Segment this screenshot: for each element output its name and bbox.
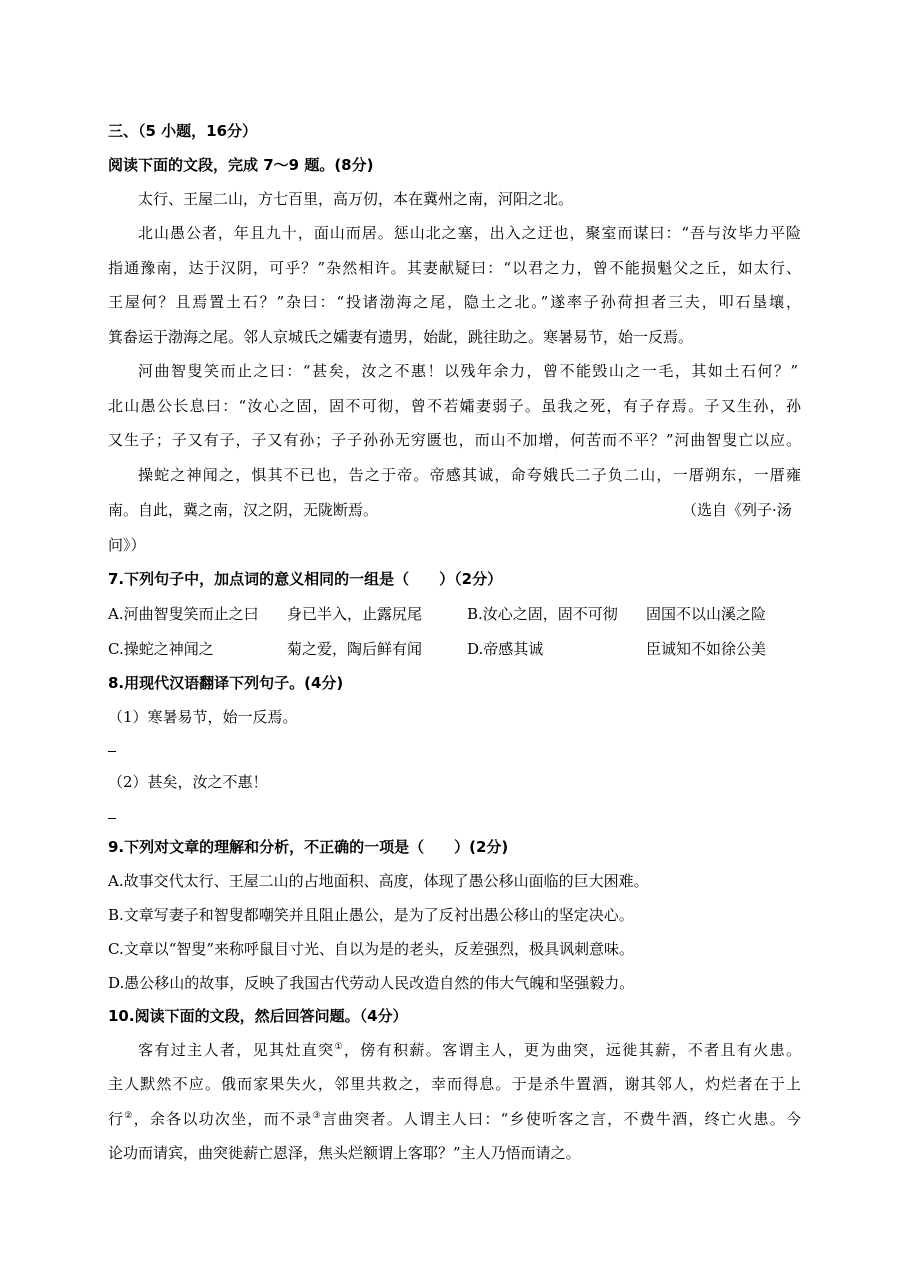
section-heading: 三、（5 小题，16分） [108,122,258,140]
passage-line: 操蛇之神闻之，惧其不已也，告之于帝。帝感其诚，命夸娥氏二子负二山，一厝朔东，一厝雍 [138,466,801,484]
q9-option-d[interactable]: D.愚公移山的故事，反映了我国古代劳动人民改造自然的伟大气魄和坚强毅力。 [108,974,635,992]
option-text: 汝心之固，固不可彻 [482,605,618,623]
q9-stem: 9.下列对文章的理解和分析，不正确的一项是（ ）(2分) [108,838,509,856]
answer-blank[interactable] [108,818,116,819]
option-text: 河曲智叟笑而止之曰 [123,605,259,623]
q7-option-c-compare: 菊之爱，陶后鲜有闻 [287,640,423,658]
q9-option-a[interactable]: A.故事交代太行、王屋二山的占地面积、高度，体现了愚公移山面临的巨大困难。 [108,872,649,890]
q9-option-c[interactable]: C.文章以“智叟”来称呼鼠目寸光、自以为是的老头，反差强烈，极具讽刺意味。 [108,940,635,958]
passage-line: 客有过主人者，见其灶直突①，傍有积薪。客谓主人，更为曲突，远徙其薪，不者且有火患。 [138,1041,801,1059]
q7-option-b[interactable] [467,604,618,624]
passage-line: 主人默然不应。俄而家果失火，邻里共救之，幸而得息。于是杀牛置酒，谢其邻人，灼烂者在于上 [108,1075,801,1093]
q7-option-d-compare: 臣诚知不如徐公美 [646,640,767,658]
passage-line: 南。自此，冀之南，汉之阴，无陇断焉。 [108,501,379,519]
passage-line: 北山愚公长息曰：“汝心之固，固不可彻，曾不若孀妻弱子。虽我之死，有子存焉。子又生孙，孙 [108,397,801,415]
passage-line: 北山愚公者，年且九十，面山而居。惩山北之塞，出入之迂也，聚室而谋曰：“吾与汝毕力平险 [138,224,801,242]
footnote-marker: ② [124,1111,134,1121]
passage-line: 行②，余各以功次坐，而不录③言曲突者。人谓主人曰：“乡使听客之言，不费牛酒，终亡火患。今 [108,1110,801,1128]
passage1-instruction: 阅读下面的文段，完成 7～9 题。(8分) [108,156,374,174]
passage-source: （选自《列子·汤 [682,501,792,519]
q7-stem: 7.下列句子中，加点词的意义相同的一组是（ ）（2分） [108,570,503,588]
option-label: A. [108,605,124,623]
passage-source-end: 问》） [108,536,146,554]
option-label: B. [467,605,483,623]
passage-line: 太行、王屋二山，方七百里，高万仞，本在冀州之南，河阳之北。 [138,190,574,208]
q8-item-1: （1）寒暑易节，始一反焉。 [108,708,298,726]
q7-option-d[interactable] [467,639,543,659]
q8-stem: 8.用现代汉语翻译下列句子。(4分) [108,674,344,692]
passage-line: 又生子；子又有子，子又有孙；子子孙孙无穷匮也，而山不加增，何苦而不平？”河曲智叟亡以应。 [108,431,801,449]
passage-line: 箕畚运于渤海之尾。邻人京城氏之孀妻有遗男，始龀，跳往助之。寒暑易节，始一反焉。 [108,328,694,346]
q9-option-b[interactable]: B.文章写妻子和智叟都嘲笑并且阻止愚公，是为了反衬出愚公移山的坚定决心。 [108,906,634,924]
passage-line: 河曲智叟笑而止之曰：“甚矣，汝之不惠！以残年余力，曾不能毁山之一毛，其如土石何？” [138,362,798,380]
option-label: C. [108,640,124,658]
q7-option-a-compare: 身已半入，止露尻尾 [287,605,423,623]
option-text: 帝感其诚 [483,640,544,658]
option-text: 操蛇之神闻之 [123,640,214,658]
q8-item-2: （2）甚矣，汝之不惠！ [108,773,268,791]
footnote-marker: ③ [312,1111,322,1121]
passage-line: 指通豫南，达于汉阴，可乎？”杂然相许。其妻献疑曰：“以君之力，曾不能损魁父之丘，如太行、 [108,259,801,277]
option-label: D. [467,640,484,658]
footnote-marker: ① [334,1042,344,1052]
q7-option-a[interactable] [108,604,259,624]
passage-line: 王屋何？且焉置土石？”杂曰：“投诸渤海之尾，隐土之北。”遂率子孙荷担者三夫，叩石垦壤， [108,293,801,311]
q7-option-b-compare: 固国不以山溪之险 [646,605,767,623]
passage-line: 论功而请宾，曲突徙薪亡恩泽，焦头烂额谓上客耶？”主人乃悟而请之。 [108,1144,581,1162]
q7-option-c[interactable] [108,639,214,659]
answer-blank[interactable] [108,751,116,752]
q10-stem: 10.阅读下面的文段，然后回答问题。（4分） [108,1007,408,1025]
